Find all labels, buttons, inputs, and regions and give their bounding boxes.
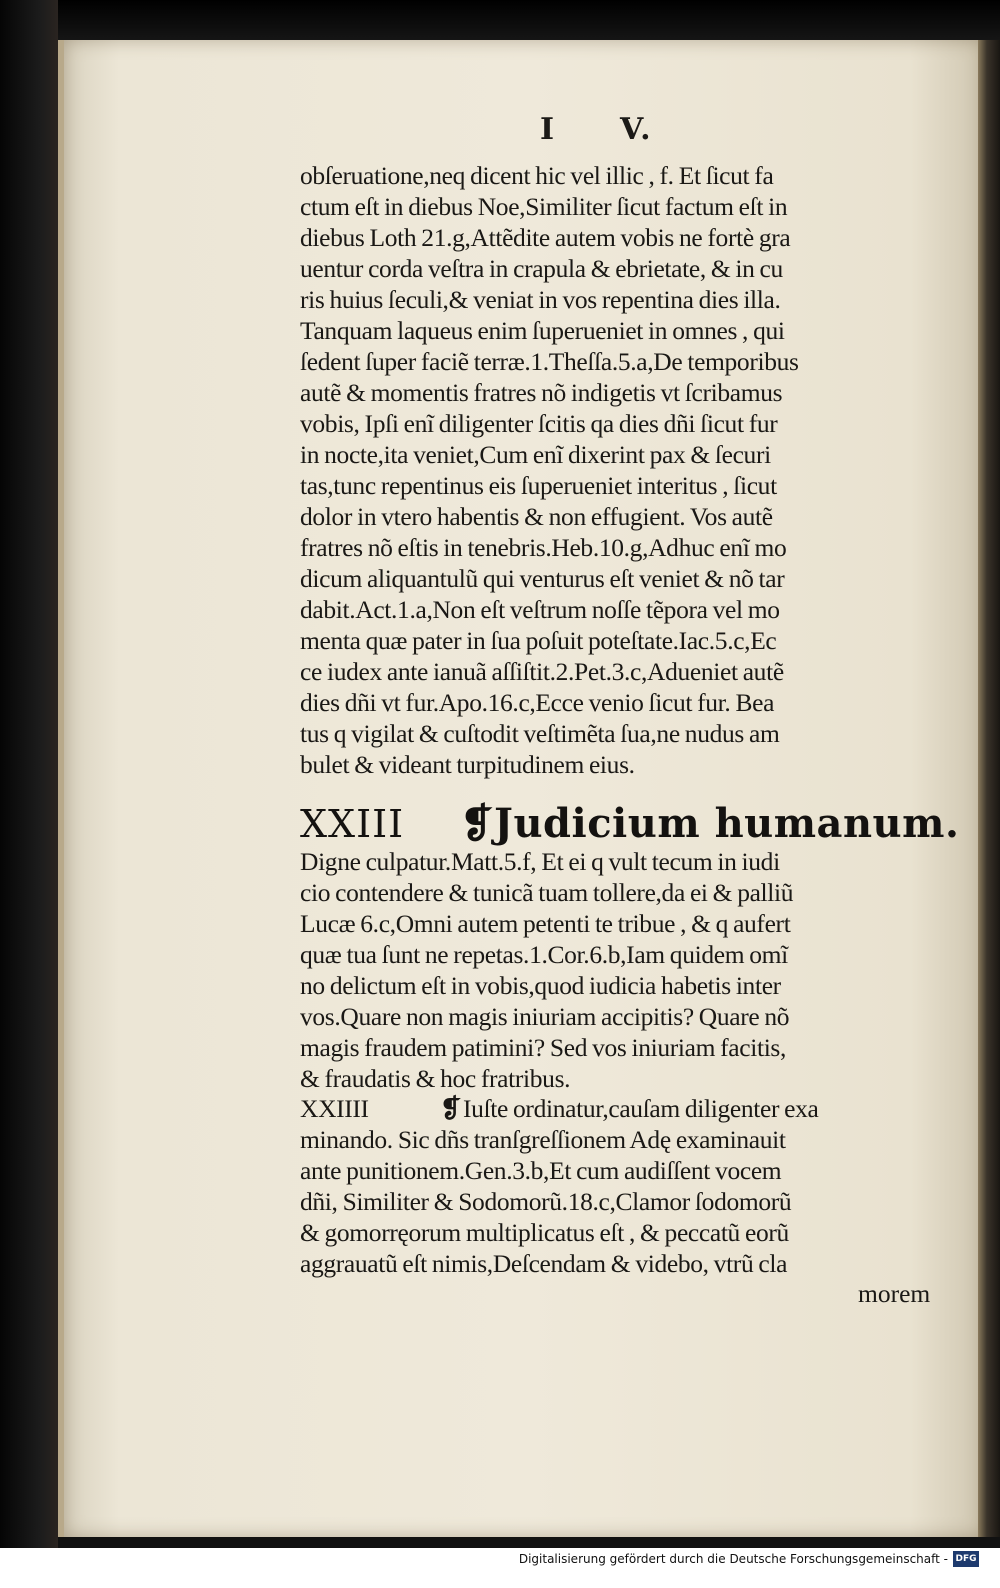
first-line-text: Iuſte ordinatur,cauſam diligenter exa [463, 1094, 819, 1123]
catchword: morem [858, 1279, 931, 1308]
text-line: no delictum eſt in vobis,quod iudicia habetis inter [300, 971, 781, 1000]
dfg-logo-icon: DFG [953, 1551, 979, 1567]
text-line: dñi, Similiter & Sodomorũ.18.c,Clamor ſodomorũ [300, 1187, 792, 1216]
text-line: ce iudex ante ianuã aſſiſtit.2.Pet.3.c,Adueniet autẽ [300, 657, 784, 686]
text-line: quæ tua ſunt ne repetas.1.Cor.6.b,Iam quidem omĩ [300, 940, 788, 969]
section-heading [300, 800, 959, 847]
book-spine-shadow [0, 0, 58, 1588]
text-line: minando. Sic dñs tranſgreſſionem Adę examinauit [300, 1125, 786, 1154]
text-line: magis fraudem patimini? Sed vos iniuriam facitis, [300, 1033, 787, 1062]
text-line: dies dñi vt fur.Apo.16.c,Ecce venio ſicut fur. Bea [300, 688, 775, 717]
text-line: in nocte,ita veniet,Cum enĩ dixerint pax & ſecuri [300, 440, 771, 469]
text-line: vobis, Ipſi enĩ diligenter ſcitis qa dies dñi ſicut fur [300, 409, 778, 438]
paragraph-2 [300, 846, 956, 1094]
text-line: cio contendere & tunicã tuam tollere,da ei & palliũ [300, 878, 794, 907]
paragraph-1 [300, 160, 956, 780]
text-line: Tanquam laqueus enim ſuperueniet in omnes , qui [300, 316, 785, 345]
section-number: XXIII [300, 802, 405, 846]
text-line: ſedent ſuper faciẽ terræ.1.Theſſa.5.a,De temporibus [300, 347, 799, 376]
section-title: Judicium humanum. [494, 800, 960, 847]
digitization-credit: Digitalisierung gefördert durch die Deutsche Forschungsgemeinschaft - [518, 1552, 948, 1566]
text-line: bulet & videant turpitudinem eius. [300, 750, 635, 779]
text-line: ante punitionem.Gen.3.b,Et cum audiſſent vocem [300, 1156, 782, 1185]
text-line: & fraudatis & hoc fratribus. [300, 1064, 571, 1093]
paragraph-number: XXIIII [300, 1094, 369, 1123]
page-edge [978, 40, 1000, 1537]
text-line: dabit.Act.1.a,Non eſt veſtrum noſſe tẽpora vel mo [300, 595, 780, 624]
text-line: tus q vigilat & cuſtodit veſtimẽta ſua,ne nudus am [300, 719, 780, 748]
text-line: uentur corda veſtra in crapula & ebrietate, & in cu [300, 254, 783, 283]
page-header [540, 112, 653, 147]
text-line: tas,tunc repentinus eis ſuperueniet interitus , ſicut [300, 471, 777, 500]
scan-top-border [0, 0, 1000, 40]
text-line: ctum eſt in diebus Noe,Similiter ſicut factum eſt in [300, 192, 788, 221]
text-line: autẽ & momentis fratres nõ indigetis vt ſcribamus [300, 378, 783, 407]
text-line: Lucæ 6.c,Omni autem petenti te tribue , & q aufert [300, 909, 791, 938]
pilcrow-icon: ❡ [460, 800, 495, 847]
text-line: aggrauatũ eſt nimis,Deſcendam & videbo, vtrũ cla [300, 1249, 788, 1278]
text-line: & gomorręorum multiplicatus eſt , & peccatũ eorũ [300, 1218, 789, 1247]
text-line: fratres nõ eſtis in tenebris.Heb.10.g,Adhuc enĩ mo [300, 533, 787, 562]
folio-number: V. [620, 112, 653, 147]
text-line: dicum aliquantulũ qui venturus eſt veniet & nõ tar [300, 564, 785, 593]
text-line: ris huius ſeculi,& veniat in vos repentina dies illa. [300, 285, 781, 314]
text-line: dolor in vtero habentis & non effugient. Vos autẽ [300, 502, 773, 531]
text-line: diebus Loth 21.g,Attẽdite autem vobis ne fortè gra [300, 223, 791, 252]
text-line: obſeruatione,neq dicent hic vel illic , f. Et ſicut fa [300, 161, 774, 190]
signature-mark: I [540, 112, 557, 147]
text-line: Digne culpatur.Matt.5.f, Et ei q vult tecum in iudi [300, 847, 780, 876]
text-line: menta quæ pater in ſua poſuit poteſtate.Iac.5.c,Ec [300, 626, 777, 655]
pilcrow-icon: ❡ [440, 1094, 462, 1123]
paragraph-3 [300, 1093, 956, 1279]
text-line [300, 1093, 956, 1124]
text-line: vos.Quare non magis iniuriam accipitis? Quare nõ [300, 1002, 790, 1031]
